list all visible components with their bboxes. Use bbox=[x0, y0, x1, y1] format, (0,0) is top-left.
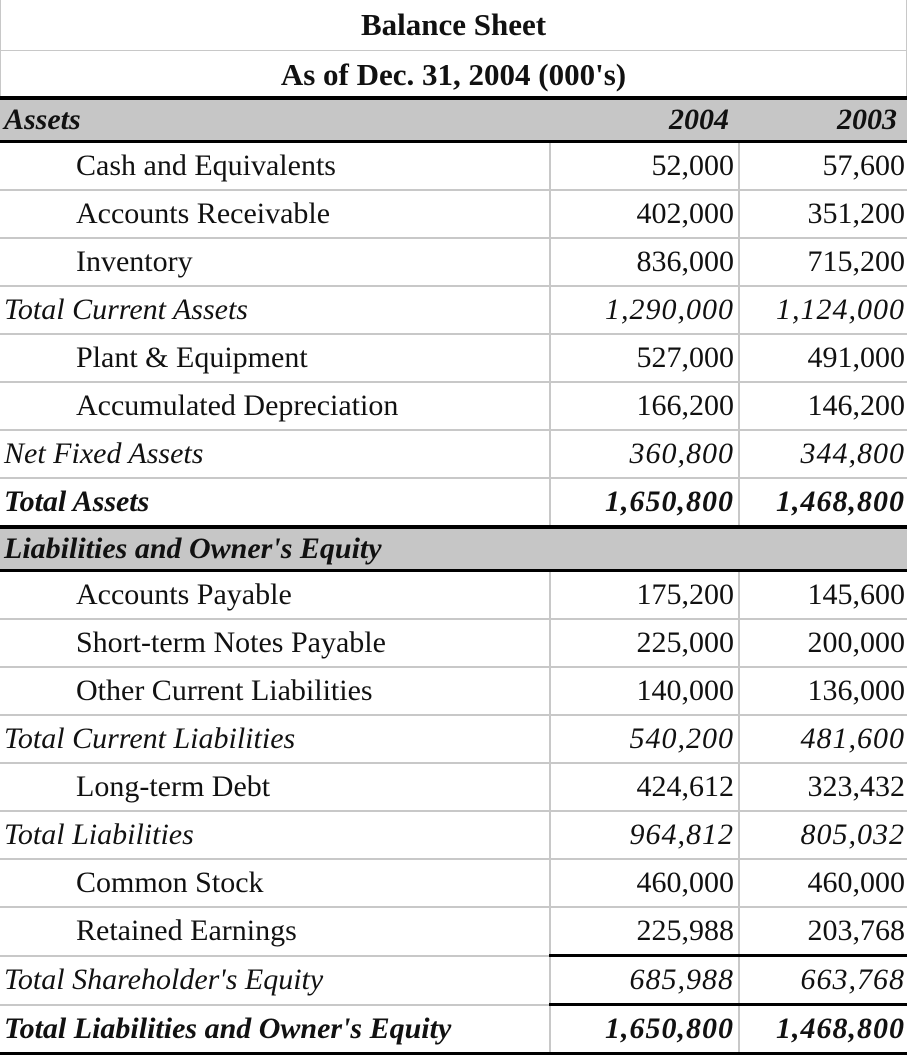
value-2003: 460,000 bbox=[739, 859, 907, 907]
table-row bbox=[0, 382, 907, 430]
value-2003: 145,600 bbox=[739, 571, 907, 620]
column-header-2004: 2004 bbox=[550, 98, 739, 142]
value-2003: 481,600 bbox=[739, 715, 907, 763]
row-label: Short-term Notes Payable bbox=[0, 619, 550, 667]
row-label: Accounts Payable bbox=[0, 571, 550, 620]
value-2004: 175,200 bbox=[550, 571, 739, 620]
value-2004: 1,290,000 bbox=[550, 286, 739, 334]
table-row bbox=[0, 238, 907, 286]
value-2003: 203,768 bbox=[739, 907, 907, 956]
row-label: Total Liabilities bbox=[0, 811, 550, 859]
value-2003: 1,468,800 bbox=[739, 1005, 907, 1054]
table-row bbox=[0, 334, 907, 382]
sheet-title: Balance Sheet bbox=[0, 0, 907, 51]
row-label: Total Current Liabilities bbox=[0, 715, 550, 763]
total-row bbox=[0, 1005, 907, 1054]
subtotal-row bbox=[0, 430, 907, 478]
table-row bbox=[0, 859, 907, 907]
row-label: Other Current Liabilities bbox=[0, 667, 550, 715]
value-2003: 323,432 bbox=[739, 763, 907, 811]
value-2004: 52,000 bbox=[550, 142, 739, 191]
sheet-subtitle: As of Dec. 31, 2004 (000's) bbox=[0, 50, 907, 96]
table-row bbox=[0, 619, 907, 667]
value-2004: 460,000 bbox=[550, 859, 739, 907]
value-2004: 540,200 bbox=[550, 715, 739, 763]
subtotal-row bbox=[0, 715, 907, 763]
assets-section-label: Assets bbox=[0, 98, 550, 142]
value-2004: 685,988 bbox=[550, 956, 739, 1005]
value-2004: 527,000 bbox=[550, 334, 739, 382]
value-2004: 1,650,800 bbox=[550, 1005, 739, 1054]
value-2003: 146,200 bbox=[739, 382, 907, 430]
value-2004: 1,650,800 bbox=[550, 478, 739, 527]
subtotal-row bbox=[0, 286, 907, 334]
subtotal-row bbox=[0, 956, 907, 1005]
row-label: Retained Earnings bbox=[0, 907, 550, 956]
value-2004: 166,200 bbox=[550, 382, 739, 430]
value-2003: 200,000 bbox=[739, 619, 907, 667]
row-label: Total Liabilities and Owner's Equity bbox=[0, 1005, 550, 1054]
balance-table bbox=[0, 96, 907, 1055]
row-label: Total Current Assets bbox=[0, 286, 550, 334]
table-row bbox=[0, 667, 907, 715]
row-label: Accumulated Depreciation bbox=[0, 382, 550, 430]
row-label: Net Fixed Assets bbox=[0, 430, 550, 478]
liabilities-section-label: Liabilities and Owner's Equity bbox=[0, 527, 907, 571]
row-label: Long-term Debt bbox=[0, 763, 550, 811]
table-row bbox=[0, 190, 907, 238]
value-2004: 360,800 bbox=[550, 430, 739, 478]
value-2004: 225,988 bbox=[550, 907, 739, 956]
value-2004: 225,000 bbox=[550, 619, 739, 667]
liabilities-header-row bbox=[0, 527, 907, 571]
value-2003: 491,000 bbox=[739, 334, 907, 382]
total-row bbox=[0, 478, 907, 527]
value-2003: 1,124,000 bbox=[739, 286, 907, 334]
value-2003: 663,768 bbox=[739, 956, 907, 1005]
value-2003: 57,600 bbox=[739, 142, 907, 191]
value-2004: 424,612 bbox=[550, 763, 739, 811]
value-2003: 1,468,800 bbox=[739, 478, 907, 527]
assets-header-row bbox=[0, 98, 907, 142]
table-row bbox=[0, 763, 907, 811]
value-2003: 351,200 bbox=[739, 190, 907, 238]
value-2003: 715,200 bbox=[739, 238, 907, 286]
value-2003: 805,032 bbox=[739, 811, 907, 859]
value-2004: 140,000 bbox=[550, 667, 739, 715]
table-row bbox=[0, 907, 907, 956]
table-row bbox=[0, 571, 907, 620]
row-label: Plant & Equipment bbox=[0, 334, 550, 382]
row-label: Accounts Receivable bbox=[0, 190, 550, 238]
column-header-2003: 2003 bbox=[739, 98, 907, 142]
value-2004: 964,812 bbox=[550, 811, 739, 859]
value-2003: 344,800 bbox=[739, 430, 907, 478]
row-label: Total Assets bbox=[0, 478, 550, 527]
value-2004: 402,000 bbox=[550, 190, 739, 238]
value-2003: 136,000 bbox=[739, 667, 907, 715]
row-label: Common Stock bbox=[0, 859, 550, 907]
subtotal-row bbox=[0, 811, 907, 859]
value-2004: 836,000 bbox=[550, 238, 739, 286]
row-label: Total Shareholder's Equity bbox=[0, 956, 550, 1005]
row-label: Inventory bbox=[0, 238, 550, 286]
row-label: Cash and Equivalents bbox=[0, 142, 550, 191]
table-row bbox=[0, 142, 907, 191]
